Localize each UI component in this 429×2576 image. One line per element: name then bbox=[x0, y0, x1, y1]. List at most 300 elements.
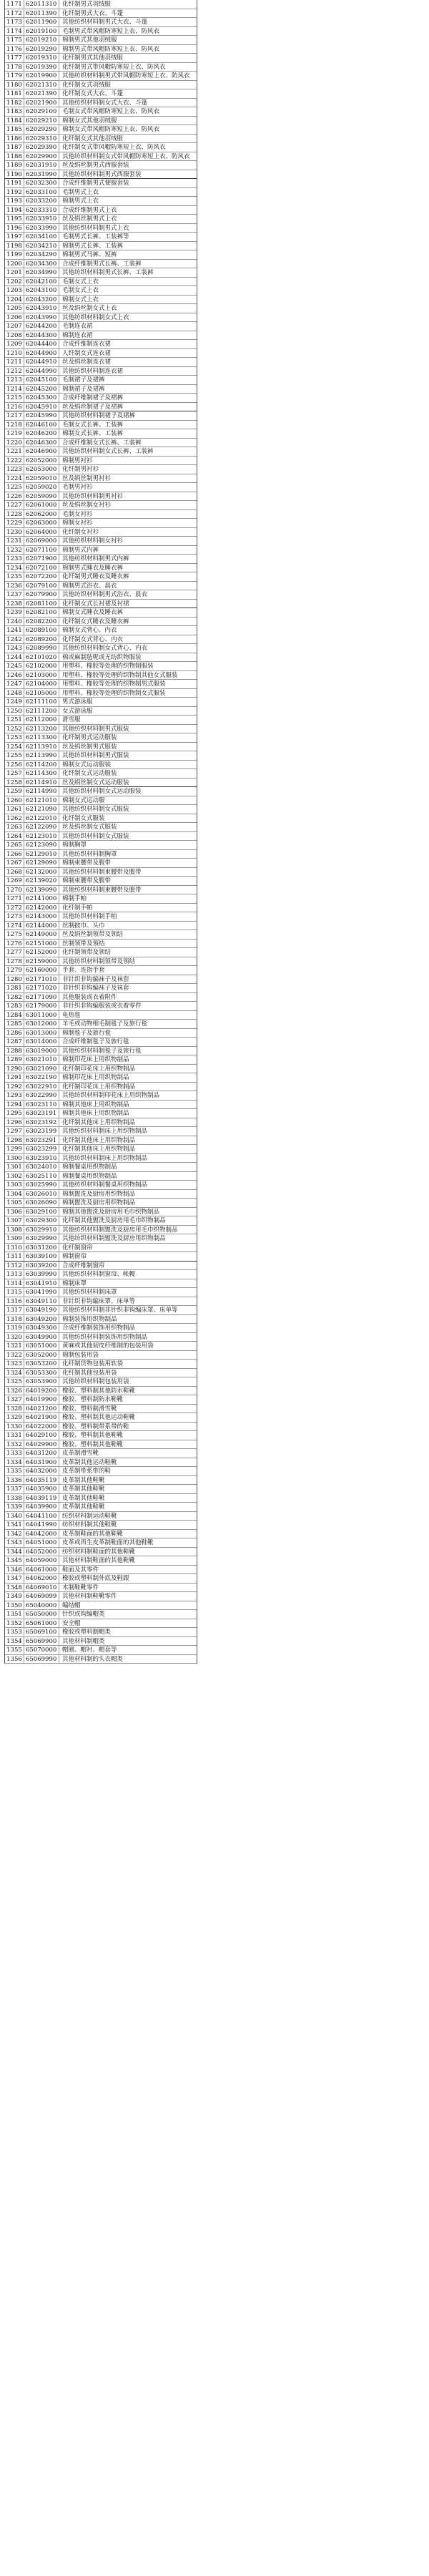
table-row bbox=[5, 1306, 197, 1315]
row-number: 1219 bbox=[5, 429, 24, 438]
row-number: 1273 bbox=[5, 912, 24, 921]
product-name: 化纤制女式大衣、斗篷 bbox=[62, 90, 124, 97]
product-name: 棉制女式其他羽绒服 bbox=[62, 117, 117, 125]
row-number: 1305 bbox=[5, 1199, 24, 1207]
product-name: 棉制女式上衣 bbox=[62, 296, 99, 303]
product-name: 棉制印花床上用织物制品 bbox=[62, 1056, 129, 1063]
hs-code: 64051000 bbox=[24, 1538, 59, 1547]
row-number: 1249 bbox=[5, 698, 24, 706]
product-name: 橡胶或塑料制外底及鞋跟 bbox=[62, 1575, 129, 1582]
product-name: 化纤制窗帘 bbox=[62, 1244, 93, 1252]
table-row bbox=[5, 1619, 197, 1629]
row-number: 1299 bbox=[5, 1145, 24, 1153]
product-name: 化纤制女式羽绒服 bbox=[62, 81, 112, 89]
table-row bbox=[5, 242, 197, 251]
table-row bbox=[5, 1288, 197, 1297]
table-row bbox=[5, 197, 197, 206]
table-row bbox=[5, 1431, 197, 1440]
product-name: 合成纤维制男式长裤、工装裤 bbox=[62, 260, 142, 268]
row-number: 1198 bbox=[5, 242, 24, 250]
row-number: 1329 bbox=[5, 1413, 24, 1422]
row-number: 1278 bbox=[5, 957, 24, 966]
hs-code: 62113200 bbox=[24, 725, 59, 733]
hs-code: 64019900 bbox=[24, 1395, 59, 1404]
hs-code: 62034290 bbox=[24, 250, 59, 259]
product-name: 皮革制其他鞋靴 bbox=[62, 1476, 105, 1484]
row-number: 1323 bbox=[5, 1360, 24, 1368]
hs-code: 62034990 bbox=[24, 268, 59, 277]
table-row bbox=[5, 912, 197, 922]
hs-code: 62141000 bbox=[24, 894, 59, 903]
product-name: 棉制男式睡衣及睡衣裤 bbox=[62, 564, 124, 572]
table-row bbox=[5, 1101, 197, 1110]
hs-code: 62044400 bbox=[24, 340, 59, 348]
table-row bbox=[5, 671, 197, 680]
product-name: 其他纺织材料制领带及领结 bbox=[62, 957, 136, 965]
product-name: 其他纺织材料制男式内裤 bbox=[62, 555, 129, 562]
row-number: 1338 bbox=[5, 1494, 24, 1503]
hs-code: 62114910 bbox=[24, 779, 59, 787]
table-row bbox=[5, 1020, 197, 1029]
product-name: 化纤制手帕 bbox=[62, 904, 93, 912]
table-row bbox=[5, 1485, 197, 1494]
hs-code: 62114300 bbox=[24, 769, 59, 778]
row-number: 1202 bbox=[5, 278, 24, 286]
table-row bbox=[5, 769, 197, 779]
hs-code: 62042100 bbox=[24, 278, 59, 286]
table-row bbox=[5, 1226, 197, 1235]
product-name: 手套、连指手套 bbox=[62, 967, 105, 974]
table-row bbox=[5, 779, 197, 788]
hs-code: 64039900 bbox=[24, 1503, 59, 1511]
row-number: 1180 bbox=[5, 81, 24, 89]
product-name: 化纤制其他床上用织物制品 bbox=[62, 1136, 136, 1144]
hs-code: 63053200 bbox=[24, 1360, 59, 1368]
row-number: 1291 bbox=[5, 1073, 24, 1082]
hs-code: 65069100 bbox=[24, 1628, 59, 1636]
product-name: 化纤制其他盥洗及厨房用毛巾织物制品 bbox=[62, 1217, 166, 1224]
table-row bbox=[5, 733, 197, 743]
hs-code: 62034210 bbox=[24, 242, 59, 250]
row-number: 1255 bbox=[5, 751, 24, 760]
hs-code: 63023199 bbox=[24, 1127, 59, 1136]
hs-code: 63023291 bbox=[24, 1136, 59, 1145]
table-row bbox=[5, 322, 197, 331]
product-name: 棉制其他床上用织物制品 bbox=[62, 1101, 129, 1108]
hs-code: 64061000 bbox=[24, 1566, 59, 1574]
hs-code: 62034100 bbox=[24, 233, 59, 241]
table-row bbox=[5, 1055, 197, 1065]
product-name: 化纤制男式运动服装 bbox=[62, 734, 117, 741]
hs-code: 62019390 bbox=[24, 63, 59, 72]
hs-code: 62139020 bbox=[24, 877, 59, 885]
row-number: 1214 bbox=[5, 385, 24, 394]
row-number: 1354 bbox=[5, 1637, 24, 1646]
row-number: 1223 bbox=[5, 465, 24, 474]
product-name: 化纤制女式带风帽防寒短上衣、防风衣 bbox=[62, 144, 166, 151]
product-name: 其他纺织材料制男衬衫 bbox=[62, 492, 124, 500]
product-name: 棉制连衣裙 bbox=[62, 331, 93, 339]
hs-code: 64042000 bbox=[24, 1530, 59, 1538]
table-row bbox=[5, 1118, 197, 1128]
table-row bbox=[5, 1252, 197, 1262]
hs-code: 62102000 bbox=[24, 662, 59, 670]
row-number: 1324 bbox=[5, 1369, 24, 1377]
row-number: 1294 bbox=[5, 1101, 24, 1109]
hs-code: 62152000 bbox=[24, 948, 59, 957]
hs-code: 62019210 bbox=[24, 36, 59, 44]
table-row bbox=[5, 886, 197, 895]
table-row bbox=[5, 805, 197, 814]
hs-code: 64019200 bbox=[24, 1387, 59, 1395]
table-row bbox=[5, 966, 197, 975]
row-number: 1262 bbox=[5, 814, 24, 823]
product-name: 棉制男式浴衣、晨衣 bbox=[62, 582, 117, 590]
row-number: 1212 bbox=[5, 367, 24, 376]
product-name: 其他纺织材料制女式服装 bbox=[62, 806, 129, 813]
row-number: 1356 bbox=[5, 1655, 24, 1664]
hs-code: 62104000 bbox=[24, 680, 59, 688]
row-number: 1337 bbox=[5, 1485, 24, 1493]
table-row bbox=[5, 501, 197, 510]
row-number: 1243 bbox=[5, 644, 24, 653]
hs-code: 63041910 bbox=[24, 1279, 59, 1288]
table-row bbox=[5, 72, 197, 81]
product-name: 其他纺织材料制女式运动服装 bbox=[62, 788, 142, 795]
row-number: 1250 bbox=[5, 707, 24, 716]
hs-code: 64031900 bbox=[24, 1458, 59, 1467]
table-row bbox=[5, 957, 197, 967]
hs-code: 62069000 bbox=[24, 537, 59, 545]
hs-code: 63023299 bbox=[24, 1145, 59, 1153]
hs-code: 62121090 bbox=[24, 805, 59, 814]
product-name: 其他纺织材料制包装用袋 bbox=[62, 1378, 129, 1385]
table-row bbox=[5, 1216, 197, 1226]
hs-code: 62113990 bbox=[24, 751, 59, 760]
row-number: 1339 bbox=[5, 1503, 24, 1511]
table-row bbox=[5, 1342, 197, 1351]
product-name: 棉制女衬衫 bbox=[62, 519, 93, 527]
row-number: 1190 bbox=[5, 170, 24, 179]
hs-code: 62143000 bbox=[24, 912, 59, 921]
table-row bbox=[5, 135, 197, 144]
row-number: 1271 bbox=[5, 894, 24, 903]
row-number: 1235 bbox=[5, 572, 24, 581]
hs-code: 62011390 bbox=[24, 9, 59, 18]
product-name: 皮革或再生皮革制鞋面的其他鞋靴 bbox=[62, 1539, 154, 1546]
row-number: 1332 bbox=[5, 1440, 24, 1449]
table-row bbox=[5, 894, 197, 904]
table-row bbox=[5, 143, 197, 152]
row-number: 1203 bbox=[5, 286, 24, 295]
product-name: 化纤制女式背心、内衣 bbox=[62, 635, 124, 643]
product-name: 棉制印花床上用织物制品 bbox=[62, 1074, 129, 1081]
hs-code: 64069099 bbox=[24, 1592, 59, 1601]
table-row bbox=[5, 868, 197, 877]
row-number: 1306 bbox=[5, 1208, 24, 1216]
hs-code: 63026010 bbox=[24, 1190, 59, 1199]
product-name: 纺织材料制其他鞋靴 bbox=[62, 1521, 117, 1528]
row-number: 1318 bbox=[5, 1315, 24, 1324]
table-row bbox=[5, 117, 197, 126]
hs-code: 62122010 bbox=[24, 814, 59, 823]
product-name: 化纤制其他床上用织物制品 bbox=[62, 1146, 136, 1153]
row-number: 1171 bbox=[5, 0, 24, 9]
hs-code: 62031910 bbox=[24, 161, 59, 170]
hs-code: 62072200 bbox=[24, 572, 59, 581]
row-number: 1197 bbox=[5, 233, 24, 241]
hs-code: 62033100 bbox=[24, 188, 59, 197]
hs-code: 64041990 bbox=[24, 1521, 59, 1529]
hs-code: 62111100 bbox=[24, 698, 59, 706]
table-row bbox=[5, 403, 197, 412]
table-row bbox=[5, 152, 197, 162]
row-number: 1253 bbox=[5, 733, 24, 742]
product-name: 毛制男式长裤、工装裤等 bbox=[62, 233, 129, 240]
row-number: 1201 bbox=[5, 268, 24, 277]
row-number: 1274 bbox=[5, 922, 24, 930]
row-number: 1232 bbox=[5, 546, 24, 555]
table-row bbox=[5, 1494, 197, 1503]
table-row bbox=[5, 36, 197, 45]
row-number: 1283 bbox=[5, 1002, 24, 1010]
product-name: 安全帽 bbox=[62, 1619, 81, 1627]
product-name: 滑雪服 bbox=[62, 716, 81, 723]
hs-code: 63014000 bbox=[24, 1038, 59, 1046]
table-row bbox=[5, 1538, 197, 1548]
product-name: 皮革制滑雪靴 bbox=[62, 1450, 99, 1457]
product-name: 其他纺织材料制胸罩 bbox=[62, 850, 117, 858]
table-row bbox=[5, 1512, 197, 1521]
product-name: 其他纺织材料制女式背心、内衣 bbox=[62, 645, 148, 652]
product-name: 棉制包装用袋 bbox=[62, 1351, 99, 1359]
row-number: 1176 bbox=[5, 45, 24, 54]
product-name: 其他纺织材料制女式长裤、工装裤 bbox=[62, 448, 154, 455]
row-number: 1204 bbox=[5, 296, 24, 304]
product-name: 棉制盥洗及厨房用织物制品 bbox=[62, 1199, 136, 1206]
row-number: 1268 bbox=[5, 868, 24, 877]
table-row bbox=[5, 1377, 197, 1387]
row-number: 1206 bbox=[5, 313, 24, 322]
hs-code: 63053300 bbox=[24, 1369, 59, 1377]
table-row bbox=[5, 9, 197, 19]
hs-code: 62059010 bbox=[24, 474, 59, 483]
product-name: 化纤制其他床上用织物制品 bbox=[62, 1118, 136, 1126]
hs-code: 62112000 bbox=[24, 716, 59, 724]
hs-code: 62021900 bbox=[24, 99, 59, 107]
row-number: 1193 bbox=[5, 197, 24, 205]
product-name: 棉制男衬衫 bbox=[62, 457, 93, 464]
product-name: 丝及绢丝制女式服装 bbox=[62, 824, 117, 831]
product-name: 其他材料制帽类 bbox=[62, 1637, 105, 1645]
row-number: 1317 bbox=[5, 1306, 24, 1314]
hs-code: 62011310 bbox=[24, 0, 59, 9]
product-name: 毛制女式长裤、工装裤 bbox=[62, 421, 124, 429]
table-row bbox=[5, 447, 197, 457]
product-name: 棉制毯子及旅行毯 bbox=[62, 1029, 112, 1037]
table-row bbox=[5, 1458, 197, 1468]
hs-code: 62045990 bbox=[24, 411, 59, 420]
table-row bbox=[5, 1548, 197, 1557]
row-number: 1195 bbox=[5, 215, 24, 223]
hs-code: 62064000 bbox=[24, 528, 59, 537]
table-row bbox=[5, 1208, 197, 1217]
hs-code: 64035900 bbox=[24, 1485, 59, 1493]
table-row bbox=[5, 546, 197, 555]
table-row bbox=[5, 1655, 197, 1664]
hs-code: 62072100 bbox=[24, 564, 59, 572]
table-row bbox=[5, 725, 197, 734]
table-row bbox=[5, 1234, 197, 1244]
product-name: 棉制男式上衣 bbox=[62, 197, 99, 205]
product-name: 其他纺织材料制床上用织物制品 bbox=[62, 1128, 148, 1135]
row-number: 1330 bbox=[5, 1423, 24, 1431]
hs-code: 62044300 bbox=[24, 331, 59, 340]
product-name: 其他纺织材料制男式带风帽防寒短上衣、防风衣 bbox=[62, 72, 190, 79]
product-name: 毛制男式上衣 bbox=[62, 188, 99, 196]
table-row bbox=[5, 1646, 197, 1655]
hs-code: 63029910 bbox=[24, 1226, 59, 1234]
product-name: 合成纤维制女式长裤、工装裤 bbox=[62, 439, 142, 447]
hs-code: 62029210 bbox=[24, 117, 59, 125]
product-name: 其他纺织材料制盥洗及厨房用毛巾织物制品 bbox=[62, 1226, 178, 1234]
hs-code: 62021310 bbox=[24, 81, 59, 89]
product-name: 橡胶、塑料制滑雪靴 bbox=[62, 1405, 117, 1413]
table-row bbox=[5, 179, 197, 188]
hs-code: 62144000 bbox=[24, 922, 59, 930]
product-name: 棉或麻制毡呢或无纺织物服装 bbox=[62, 653, 142, 661]
row-number: 1293 bbox=[5, 1091, 24, 1100]
table-row bbox=[5, 716, 197, 725]
hs-code: 62029900 bbox=[24, 152, 59, 161]
product-name: 棉制男式马裤、短裤 bbox=[62, 251, 117, 258]
table-row bbox=[5, 877, 197, 886]
row-number: 1281 bbox=[5, 984, 24, 992]
row-number: 1353 bbox=[5, 1628, 24, 1636]
row-number: 1314 bbox=[5, 1279, 24, 1288]
product-name: 棉制女式背心、内衣 bbox=[62, 627, 117, 634]
table-row bbox=[5, 367, 197, 376]
table-row bbox=[5, 1297, 197, 1307]
product-name: 其他纺织材料制束腰带及腹带 bbox=[62, 886, 142, 894]
row-number: 1327 bbox=[5, 1395, 24, 1404]
product-name: 合成纤维制男式上衣 bbox=[62, 206, 117, 214]
table-row bbox=[5, 1476, 197, 1485]
table-row bbox=[5, 483, 197, 492]
hs-code: 63053900 bbox=[24, 1377, 59, 1386]
table-row bbox=[5, 1073, 197, 1083]
product-name: 化纤制货物包装用软袋 bbox=[62, 1360, 124, 1367]
hs-code: 63029990 bbox=[24, 1234, 59, 1243]
hs-code: 63029100 bbox=[24, 1208, 59, 1216]
row-number: 1199 bbox=[5, 250, 24, 259]
product-name: 毛制裙子及裙裤 bbox=[62, 376, 105, 384]
product-name: 皮革制鞋面的其他鞋靴 bbox=[62, 1530, 124, 1538]
product-name: 毛制男式带风帽防寒短上衣、防风衣 bbox=[62, 27, 160, 35]
row-number: 1288 bbox=[5, 1047, 24, 1055]
hs-code: 64059000 bbox=[24, 1556, 59, 1565]
product-name: 棉制男式其他羽绒服 bbox=[62, 36, 117, 44]
table-row bbox=[5, 680, 197, 689]
row-number: 1174 bbox=[5, 27, 24, 36]
table-row bbox=[5, 832, 197, 841]
row-number: 1304 bbox=[5, 1190, 24, 1199]
row-number: 1270 bbox=[5, 886, 24, 894]
product-name: 鞋面及其零件 bbox=[62, 1566, 99, 1574]
row-number: 1336 bbox=[5, 1476, 24, 1485]
row-number: 1346 bbox=[5, 1566, 24, 1574]
product-name: 其他纺织材料制女式服装 bbox=[62, 832, 129, 840]
product-name: 丝制领带及领结 bbox=[62, 940, 105, 947]
table-row bbox=[5, 1610, 197, 1619]
row-number: 1222 bbox=[5, 457, 24, 465]
table-row bbox=[5, 698, 197, 707]
row-number: 1319 bbox=[5, 1324, 24, 1332]
product-name: 棉制女式运动服装 bbox=[62, 761, 112, 769]
table-row bbox=[5, 439, 197, 448]
hs-code: 62063000 bbox=[24, 519, 59, 527]
table-row bbox=[5, 1467, 197, 1476]
product-name: 棉制餐桌用织物制品 bbox=[62, 1163, 117, 1171]
row-number: 1285 bbox=[5, 1020, 24, 1028]
product-name: 皮革制其他运动鞋靴 bbox=[62, 1458, 117, 1466]
product-name: 人纤制女式连衣裙 bbox=[62, 349, 112, 357]
product-name: 羊毛或动物细毛制毯子及旅行毯 bbox=[62, 1020, 148, 1028]
hs-code: 62061000 bbox=[24, 501, 59, 509]
row-number: 1260 bbox=[5, 796, 24, 805]
table-row bbox=[5, 99, 197, 108]
row-number: 1248 bbox=[5, 689, 24, 698]
row-number: 1269 bbox=[5, 877, 24, 885]
hs-code: 62043100 bbox=[24, 286, 59, 295]
hs-code: 62033310 bbox=[24, 206, 59, 215]
product-name: 其他纺织材料制窗帘、帐幔 bbox=[62, 1271, 136, 1278]
product-name: 棉制其他床上用织物制品 bbox=[62, 1110, 129, 1117]
table-row bbox=[5, 1011, 197, 1020]
table-row bbox=[5, 296, 197, 305]
row-number: 1221 bbox=[5, 447, 24, 456]
row-number: 1347 bbox=[5, 1574, 24, 1583]
table-row bbox=[5, 170, 197, 180]
hs-code: 63049300 bbox=[24, 1324, 59, 1332]
row-number: 1290 bbox=[5, 1065, 24, 1073]
product-name: 合成纤维制男式便服套装 bbox=[62, 180, 129, 187]
product-name: 棉制男式长裤、工装裤 bbox=[62, 242, 124, 250]
hs-code: 62111200 bbox=[24, 707, 59, 716]
hs-code: 64031200 bbox=[24, 1449, 59, 1458]
table-row bbox=[5, 814, 197, 824]
table-row bbox=[5, 1038, 197, 1047]
row-number: 1242 bbox=[5, 635, 24, 644]
product-name: 棉制装饰用织物制品 bbox=[62, 1315, 117, 1323]
table-row bbox=[5, 54, 197, 63]
row-number: 1266 bbox=[5, 850, 24, 859]
row-number: 1175 bbox=[5, 36, 24, 44]
product-name: 棉制束腰带及腹带 bbox=[62, 859, 112, 867]
row-number: 1275 bbox=[5, 930, 24, 939]
row-number: 1178 bbox=[5, 63, 24, 72]
product-name: 丝制披巾、头巾 bbox=[62, 922, 105, 930]
table-row bbox=[5, 1530, 197, 1539]
hs-code: 62046200 bbox=[24, 429, 59, 438]
row-number: 1263 bbox=[5, 823, 24, 831]
table-row bbox=[5, 1521, 197, 1530]
row-number: 1173 bbox=[5, 18, 24, 26]
product-name: 棉制餐桌用织物制品 bbox=[62, 1172, 117, 1180]
table-row bbox=[5, 537, 197, 546]
table-row bbox=[5, 1136, 197, 1146]
tariff-table bbox=[4, 0, 197, 1664]
